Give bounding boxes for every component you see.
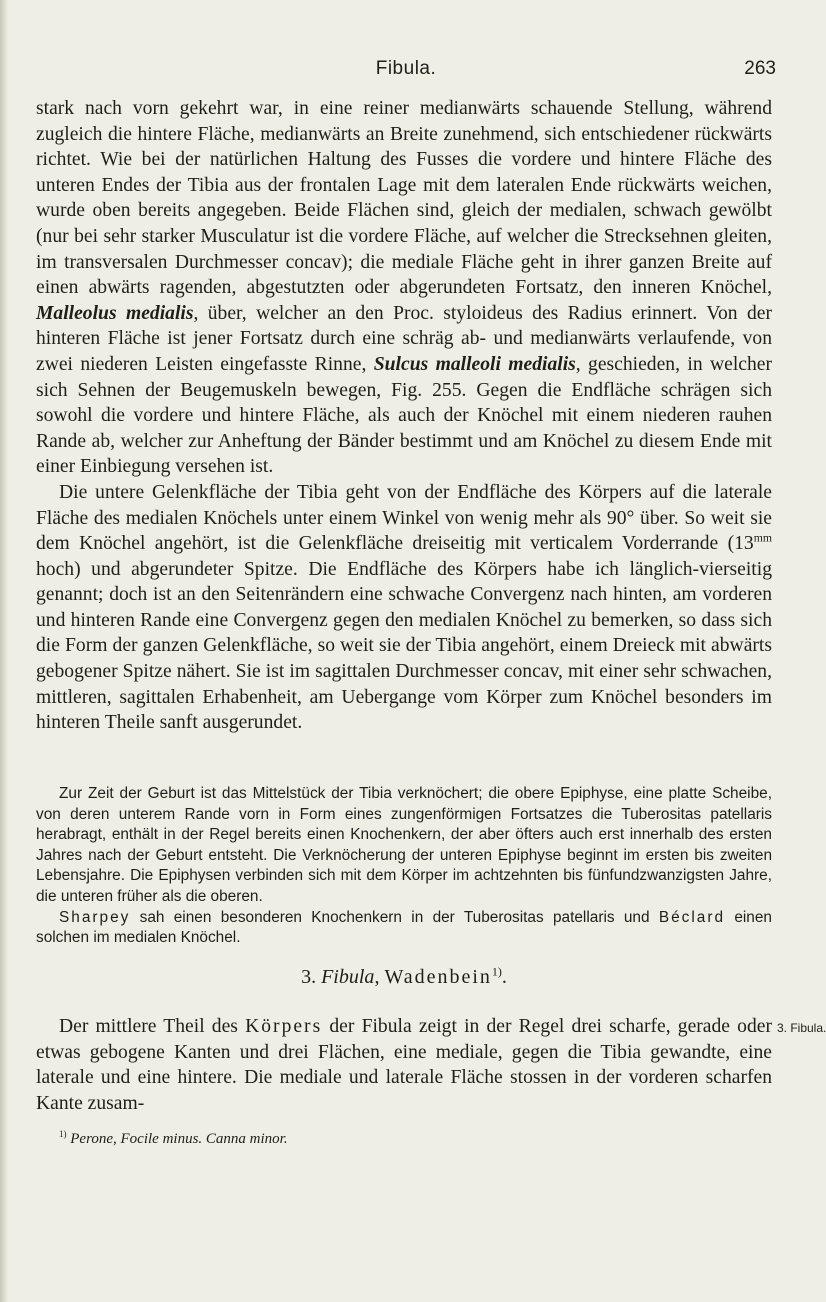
term-koerper: Körpers <box>245 1016 323 1037</box>
term-malleolus-medialis: Malleolus medialis <box>36 302 194 324</box>
author-beclard: Béclard <box>658 908 726 926</box>
section-paragraph <box>36 1014 772 1116</box>
paragraph-1 <box>36 96 772 480</box>
page-edge-shadow <box>0 0 8 1302</box>
small-paragraph-1: Zur Zeit der Geburt ist das Mittelstück der Tibia verknöchert; die obere Epiphyse, eine platte Scheibe, von deren unterem Rande vorn in Form eines zungenförmigen Fortsatzes die Tuberositas patellaris herabragt, enthält in der Regel bereits einen Knochenkern, der aber öfters auch erst innerhalb des ersten Jahres nach der Geburt entsteht. Die Verknöcherung der unteren Epiphyse beginnt im ersten bis zweiten Lebensjahre. Die Epiphysen verbinden sich mit dem Körper im achtzehnten bis fünfundzwanzigsten Jahre, die unteren früher als die oberen. <box>36 785 772 905</box>
section-text <box>36 1014 772 1116</box>
small-paragraph-2-text-b: einen solchen im medialen Knöchel. <box>36 908 772 947</box>
term-sulcus-malleoli-medialis: Sulcus malleoli medialis <box>373 353 576 375</box>
section-heading: 3. Fibula, Wadenbein$^{1)}$. <box>301 964 507 988</box>
section-number: 3. <box>301 966 317 988</box>
main-text <box>36 96 772 736</box>
small-paragraph-2-text-a: sah einen besonderen Knochenkern in der Tuberositas patellaris und <box>130 908 659 926</box>
paragraph-2-text-b: hoch) und abgerundeter Spitze. Die Endfläche des Körpers habe ich länglich-vierseitig genannt; doch ist an den Seitenrändern eine schwache Convergenz nach hinten, am vorderen und hinteren Rande eine Convergenz gegen den medialen Knöchel zu bemerken, so dass sich die Form der ganzen Gelenkfläche, so weit sie der Tibia angehört, einem Dreieck mit abwärts gebogener Spitze nähert. Sie ist im sagittalen Durchmesser concav, mit einer sehr schwachen, mittleren, sagittalen Erhabenheit, am Uebergange vom Körper zum Knöchel besonders im hinteren Theile sanft ausgerundet. <box>36 558 772 734</box>
paragraph-1-text-c: , geschieden, in welcher sich Sehnen der Beugemuskeln bewegen, Fig. 255. Gegen die Endfläche schrägen sich sowohl die vordere und hintere Fläche, als auch der Knöchel mit einem niederen rauhen Rande ab, welcher zur Anheftung der Bänder bestimmt und am Knöchel zu diesem Ende mit einer Einbiegung versehen ist. <box>36 353 773 478</box>
page-number: 263 <box>744 58 776 79</box>
footnote-mark: 1) <box>59 1129 67 1139</box>
page-header <box>36 58 776 82</box>
section-latin-title: Fibula <box>321 966 375 988</box>
paragraph-1-text-a: stark nach vorn gekehrt war, in eine reiner medianwärts schauende Stellung, während zugleich die hintere Fläche, medianwärts an Breite zunehmend, sich entschiedener rückwärts richtet. Wie bei der natürlichen Haltung des Fusses die vordere und hintere Fläche des unteren Endes der Tibia aus der frontalen Lage mit dem lateralen Ende rückwärts weichen, wurde oben bereits angegeben. Beide Flächen sind, gleich der medialen, schwach gewölbt (nur bei sehr starker Musculatur ist die vordere Fläche, auf welcher die Strecksehnen gleiten, im transversalen Durchmesser concav); die mediale Fläche geht in ihrer ganzen Breite auf einen abwärts ragenden, abgestutzten oder abgerundeten Fortsatz, den inneren Knöchel, <box>36 98 772 299</box>
margin-note: 3. Fibula. <box>777 1021 826 1035</box>
section-text-a: Der mittlere Theil des <box>59 1016 246 1037</box>
unit-superscript: mm <box>753 531 772 545</box>
small-print-note <box>36 784 772 949</box>
paragraph-2-text-a: Die untere Gelenkfläche der Tibia geht von der Endfläche des Körpers auf die laterale Fläche des medialen Knöchels unter einem Winkel von wenig mehr als 90° über. So weit sie dem Knöchel angehört, ist die Gelenkfläche dreiseitig mit verticalem Vorderrande (13 <box>36 481 772 555</box>
running-title: Fibula. <box>375 58 437 79</box>
paragraph-1-text-b: , über, welcher an den Proc. styloideus des Radius erinnert. Von der hinteren Fläche ist jener Fortsatz durch eine schräg ab- und medianwärts verlaufende, von zwei niederen Leisten eingefasste Rinne, <box>36 302 772 375</box>
section-footnote-mark: 1) <box>491 964 502 979</box>
paragraph-2 <box>36 480 772 736</box>
author-sharpey: Sharpey <box>59 908 131 926</box>
small-paragraph-2 <box>36 908 772 949</box>
footnote <box>59 1131 759 1148</box>
section-text-b: der Fibula zeigt in der Regel drei scharfe, gerade oder etwas gebogene Kanten und drei Flächen, eine mediale, gegen die Tibia gewandte, eine laterale und eine hintere. Die mediale und laterale Fläche stossen in der vorderen scharfen Kante zusam- <box>36 1016 772 1114</box>
section-german-title: Wadenbein <box>384 966 492 988</box>
footnote-text: Perone, Focile minus. Canna minor. <box>70 1131 288 1147</box>
